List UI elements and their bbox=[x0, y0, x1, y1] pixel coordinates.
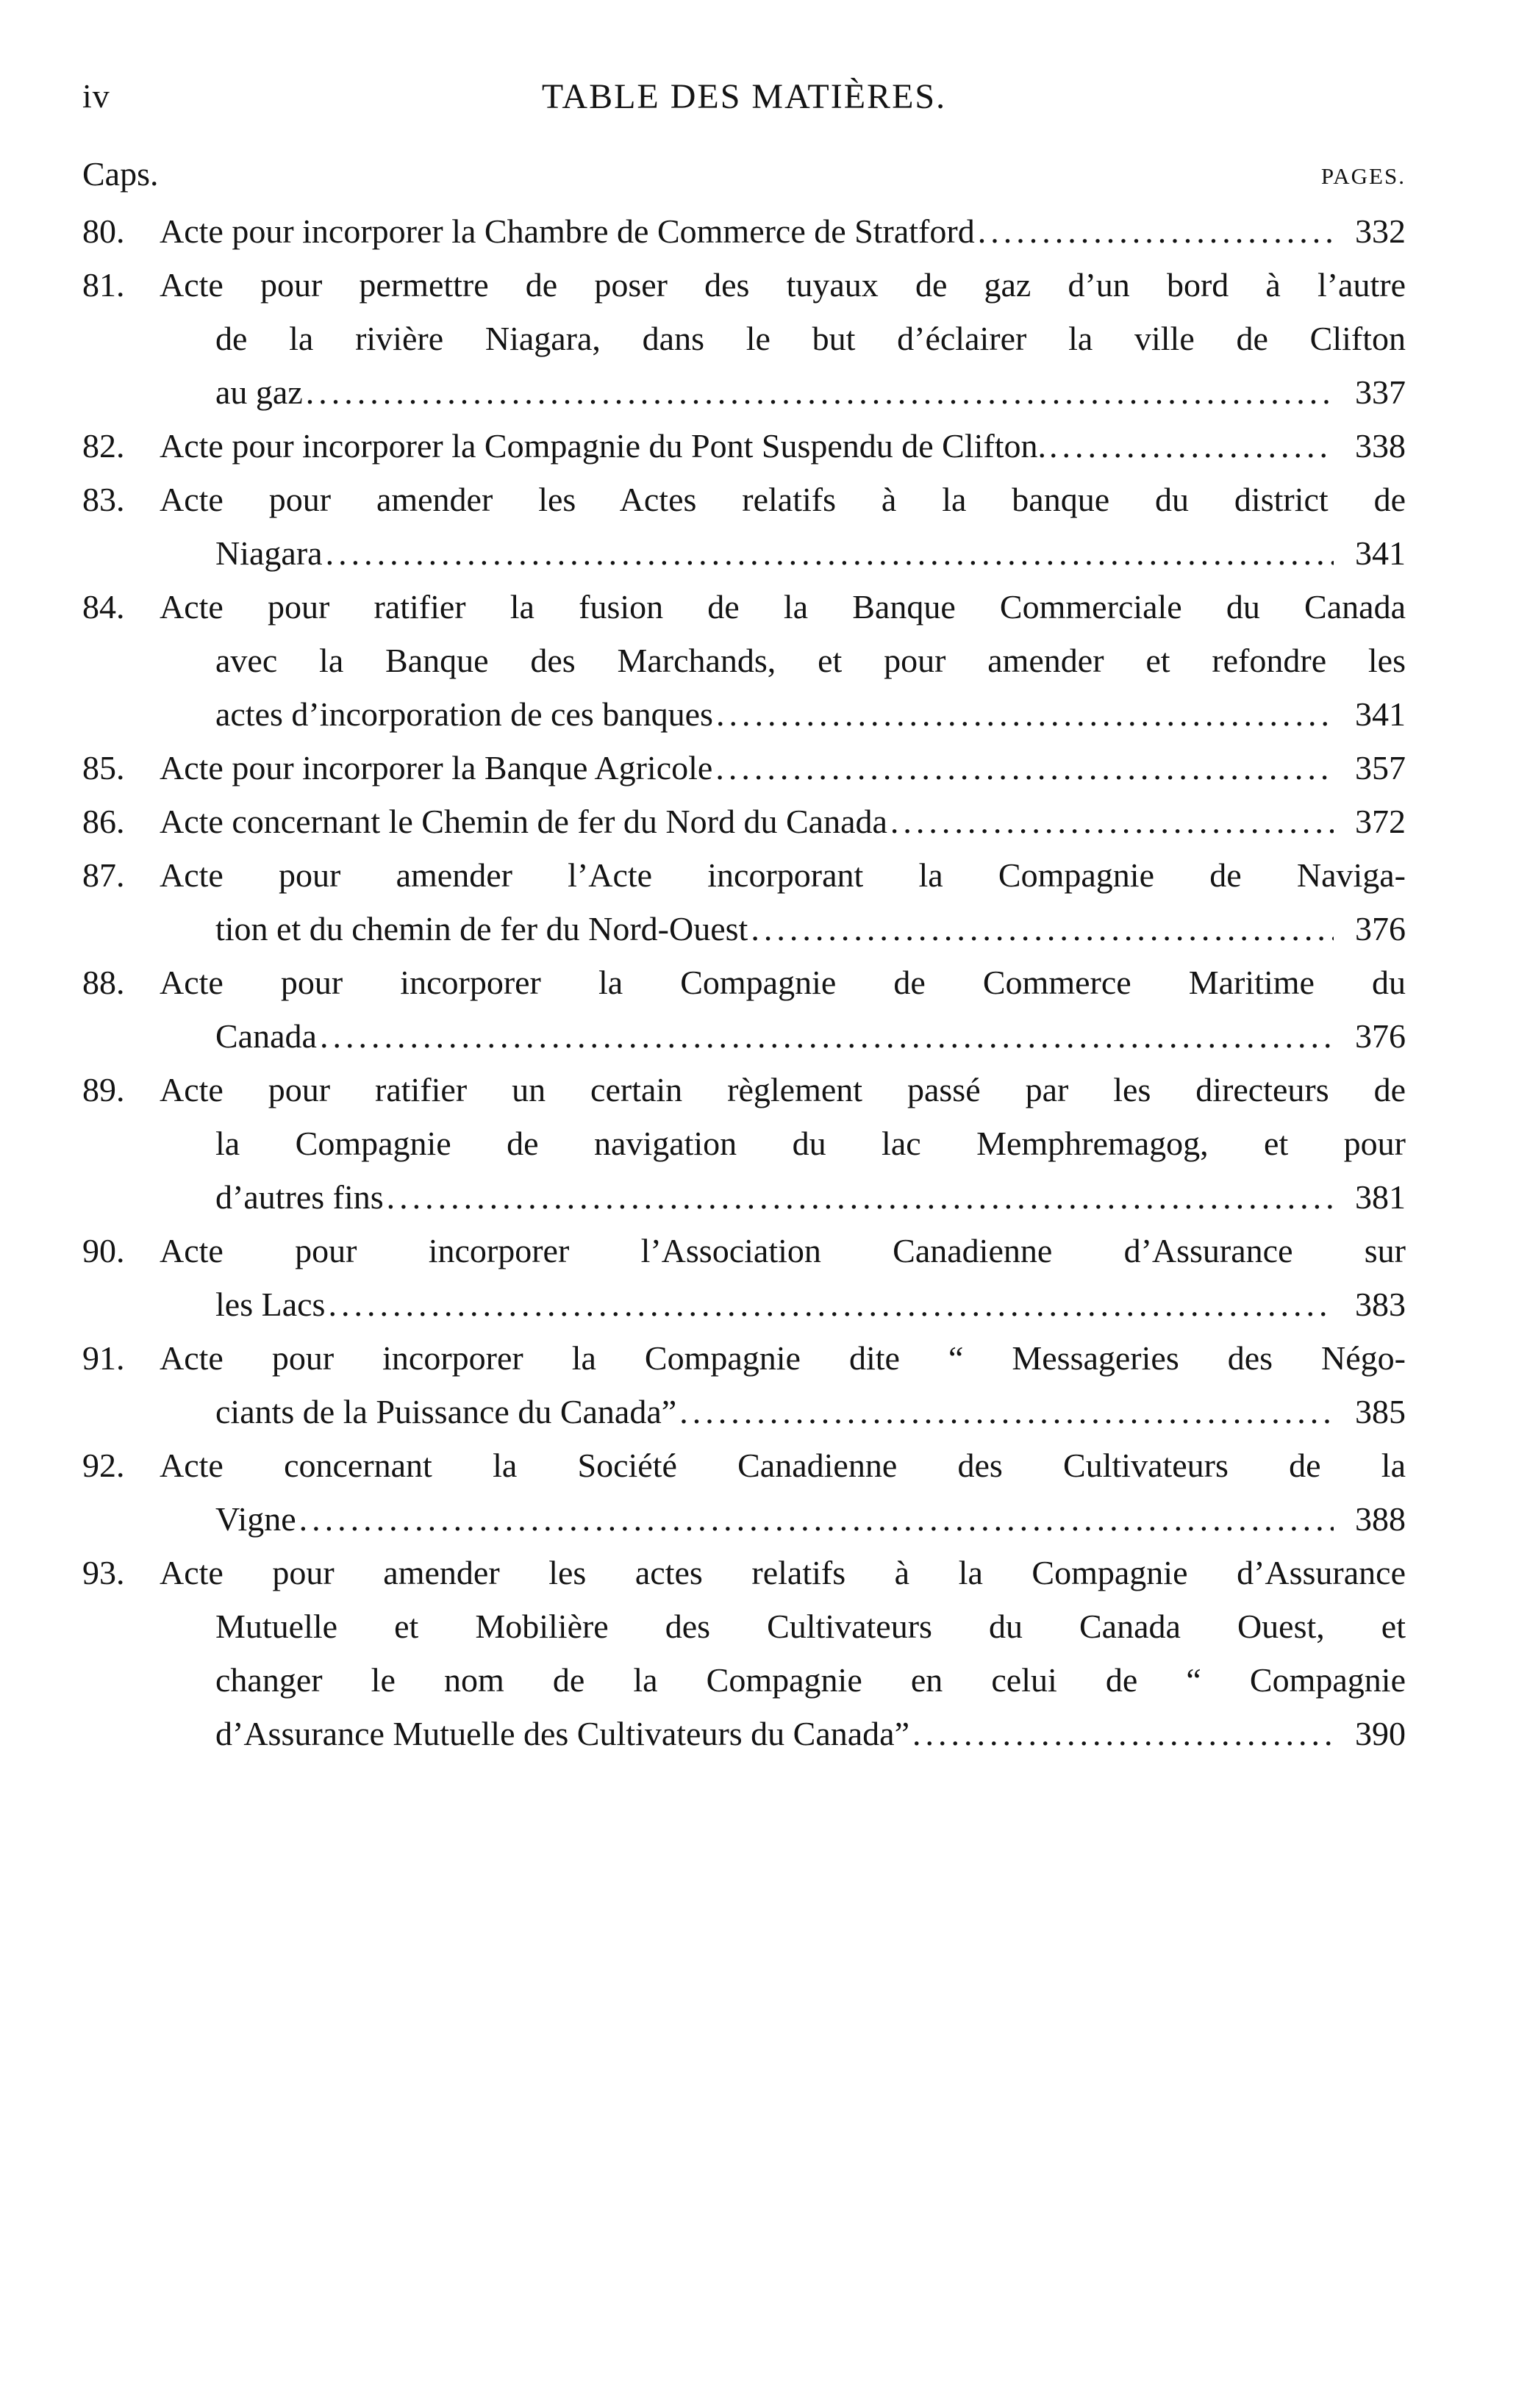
page-number: 341 bbox=[1355, 695, 1406, 733]
entry-leader-line bbox=[160, 526, 1406, 580]
dot-leader bbox=[320, 1009, 1334, 1063]
chapter-number: 86. bbox=[82, 803, 125, 840]
entry-title-line: Acte pour amender l’Acte incorporant la Compagnie de Naviga- bbox=[160, 856, 1406, 894]
dot-leader bbox=[306, 365, 1334, 419]
chapter-number: 82. bbox=[82, 427, 125, 465]
entry-title-line: Acte pour amender les Actes relatifs à la banque du district de bbox=[160, 481, 1406, 518]
entry-title-line: Mutuelle et Mobilière des Cultivateurs du Canada Ouest, et bbox=[215, 1608, 1406, 1645]
page-number: 388 bbox=[1355, 1500, 1406, 1538]
entry-leader-line bbox=[160, 365, 1406, 419]
column-headers bbox=[82, 154, 1406, 198]
entry-title-line: les Lacs bbox=[215, 1286, 326, 1323]
entry-title-line: Acte pour incorporer l’Association Canadienne d’Assurance sur bbox=[160, 1232, 1406, 1269]
toc-entry bbox=[82, 1063, 1406, 1224]
chapter-number: 88. bbox=[82, 964, 125, 1001]
entry-title-line: actes d’incorporation de ces banques bbox=[215, 695, 713, 733]
entry-title-line: Acte pour incorporer la Compagnie de Commerce Maritime du bbox=[160, 964, 1406, 1001]
entry-leader-line bbox=[160, 1492, 1406, 1546]
page-number: 337 bbox=[1355, 373, 1406, 411]
toc-entry bbox=[82, 419, 1406, 473]
toc-entry bbox=[82, 258, 1406, 419]
toc-entry bbox=[82, 795, 1406, 848]
dot-leader bbox=[387, 1170, 1334, 1224]
dot-leader bbox=[326, 526, 1334, 580]
page-number: 332 bbox=[1355, 212, 1406, 250]
page-number: 357 bbox=[1355, 749, 1406, 786]
dot-leader bbox=[751, 902, 1334, 956]
entry-title-line: Acte pour incorporer la Compagnie du Pont Suspendu de Clifton. bbox=[160, 427, 1047, 465]
chapter-number: 81. bbox=[82, 266, 125, 304]
entry-leader-line bbox=[160, 1009, 1406, 1063]
page-number: 381 bbox=[1355, 1178, 1406, 1216]
chapter-number: 93. bbox=[82, 1554, 125, 1591]
toc-page bbox=[82, 76, 1406, 1760]
entry-leader-line bbox=[160, 1385, 1406, 1438]
entry-title-line: Canada bbox=[215, 1017, 317, 1055]
running-head bbox=[82, 76, 1406, 131]
entry-title-line: avec la Banque des Marchands, et pour amender et refondre les bbox=[215, 642, 1406, 679]
chapter-number: 84. bbox=[82, 588, 125, 626]
dot-leader bbox=[679, 1385, 1334, 1438]
entry-leader-line bbox=[160, 795, 1406, 848]
entry-leader-line bbox=[160, 902, 1406, 956]
entry-title-line: Acte pour permettre de poser des tuyaux de gaz d’un bord à l’autre bbox=[160, 266, 1406, 304]
entry-title-line: d’autres fins bbox=[215, 1178, 384, 1216]
entry-title-line: Acte pour incorporer la Compagnie dite “ Messageries des Négo- bbox=[160, 1339, 1406, 1377]
chapter-number: 87. bbox=[82, 856, 125, 894]
dot-leader bbox=[912, 1707, 1334, 1760]
entry-title-line: Acte concernant la Société Canadienne des Cultivateurs de la bbox=[160, 1447, 1406, 1484]
chapter-number: 91. bbox=[82, 1339, 125, 1377]
entry-title-line: ciants de la Puissance du Canada” bbox=[215, 1393, 677, 1430]
entry-leader-line bbox=[160, 741, 1406, 795]
chapter-number: 85. bbox=[82, 749, 125, 786]
dot-leader bbox=[716, 687, 1334, 741]
entry-leader-line bbox=[160, 204, 1406, 258]
toc-entry bbox=[82, 204, 1406, 258]
page-number: 338 bbox=[1355, 427, 1406, 465]
entry-title-line: Acte pour incorporer la Chambre de Commerce de Stratford bbox=[160, 212, 975, 250]
entry-title-line: Acte pour incorporer la Banque Agricole bbox=[160, 749, 713, 786]
page-number: 376 bbox=[1355, 1017, 1406, 1055]
entry-title-line: Acte pour ratifier la fusion de la Banque Commerciale du Canada bbox=[160, 588, 1406, 626]
entry-title-line: la Compagnie de navigation du lac Memphremagog, et pour bbox=[215, 1125, 1406, 1162]
toc-entry bbox=[82, 956, 1406, 1063]
entry-leader-line bbox=[160, 1170, 1406, 1224]
page-number: 383 bbox=[1355, 1286, 1406, 1323]
chapter-number: 90. bbox=[82, 1232, 125, 1269]
entry-title-line: tion et du chemin de fer du Nord-Ouest bbox=[215, 910, 748, 947]
entry-title-line: changer le nom de la Compagnie en celui de “ Compagnie bbox=[215, 1661, 1406, 1699]
page-number: 341 bbox=[1355, 534, 1406, 572]
page-number: 376 bbox=[1355, 910, 1406, 947]
dot-leader bbox=[890, 795, 1334, 848]
entry-title-line: de la rivière Niagara, dans le but d’éclairer la ville de Clifton bbox=[215, 320, 1406, 357]
toc-entry bbox=[82, 1438, 1406, 1546]
toc-entries bbox=[82, 204, 1406, 1760]
page-number: 385 bbox=[1355, 1393, 1406, 1430]
toc-entry bbox=[82, 848, 1406, 956]
entry-leader-line bbox=[160, 1707, 1406, 1760]
toc-entry bbox=[82, 741, 1406, 795]
entry-leader-line bbox=[160, 1278, 1406, 1331]
dot-leader bbox=[299, 1492, 1334, 1546]
entry-title-line: au gaz bbox=[215, 373, 303, 411]
entry-title-line: Acte pour amender les actes relatifs à la Compagnie d’Assurance bbox=[160, 1554, 1406, 1591]
entry-leader-line bbox=[160, 419, 1406, 473]
dot-leader bbox=[978, 204, 1334, 258]
toc-entry bbox=[82, 1224, 1406, 1331]
chapter-number: 92. bbox=[82, 1447, 125, 1484]
page-number: 372 bbox=[1355, 803, 1406, 840]
entry-title-line: Vigne bbox=[215, 1500, 296, 1538]
page-folio: iv bbox=[82, 77, 110, 115]
toc-entry bbox=[82, 580, 1406, 741]
dot-leader bbox=[715, 741, 1334, 795]
dot-leader bbox=[1049, 419, 1334, 473]
entry-title-line: Niagara bbox=[215, 534, 323, 572]
entry-title-line: Acte concernant le Chemin de fer du Nord du Canada bbox=[160, 803, 887, 840]
pages-column-header: PAGES. bbox=[1320, 163, 1406, 189]
caps-column-header: Caps. bbox=[82, 155, 159, 193]
entry-title-line: d’Assurance Mutuelle des Cultivateurs du Canada” bbox=[215, 1715, 910, 1752]
chapter-number: 83. bbox=[82, 481, 125, 518]
dot-leader bbox=[328, 1278, 1334, 1331]
toc-entry bbox=[82, 1331, 1406, 1438]
chapter-number: 80. bbox=[82, 212, 125, 250]
page-title: TABLE DES MATIÈRES. bbox=[541, 77, 947, 116]
chapter-number: 89. bbox=[82, 1071, 125, 1108]
entry-title-line: Acte pour ratifier un certain règlement passé par les directeurs de bbox=[160, 1071, 1406, 1108]
toc-entry bbox=[82, 1546, 1406, 1760]
page-number: 390 bbox=[1355, 1715, 1406, 1752]
entry-leader-line bbox=[160, 687, 1406, 741]
toc-entry bbox=[82, 473, 1406, 580]
